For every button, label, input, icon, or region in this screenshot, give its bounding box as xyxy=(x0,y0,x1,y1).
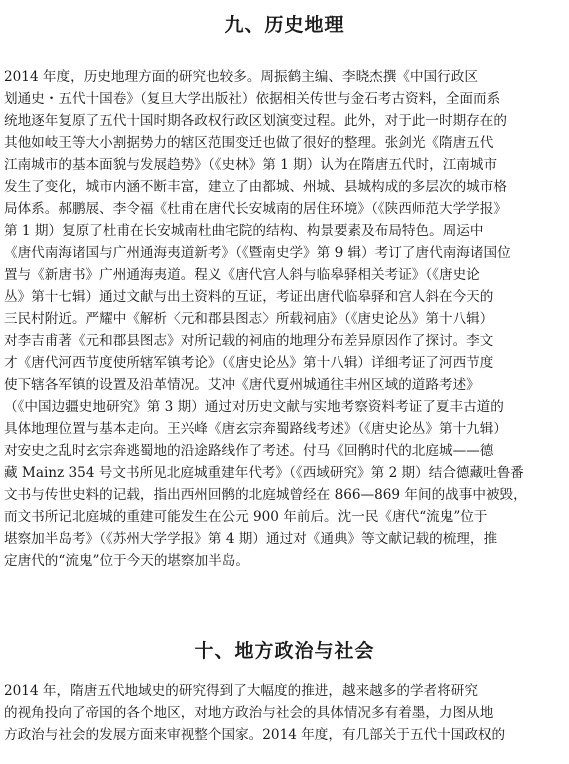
text-line: 丛》第十七辑）通过文献与出土资料的互证，考证出唐代临皋驿和宫人斜在今天的 xyxy=(4,289,494,305)
text-line: 的视角投向了帝国的各个地区，对地方政治与社会的具体情况多有着墨，力图从地 xyxy=(4,705,494,721)
text-line: 文书与传世史料的记载，指出西州回鹘的北庭城曾经在 866—869 年间的战事中被毁， xyxy=(4,487,527,503)
text-line: 方政治与社会的发展方面来审视整个国家。2014 年度，有几部关于五代十国政权的 xyxy=(4,727,506,743)
text-line: 对李吉甫著《元和郡县图志》对所记载的祠庙的地理分布差异原因作了探讨。李文 xyxy=(4,333,494,349)
text-line: 而文书所记北庭城的重建可能发生在公元 900 年前后。沈一民《唐代“流鬼”位于 xyxy=(4,509,488,525)
text-line: 具体地理位置与基本走向。王兴峰《唐玄宗奔蜀路线考述》（《唐史论丛》第十九辑） xyxy=(4,421,507,437)
text-line: 堪察加半岛考》（《苏州大学学报》第 4 期）通过对《通典》等文献记载的梳理，推 xyxy=(4,531,498,547)
text-line: 对安史之乱时玄宗奔逃蜀地的沿途路线作了考述。付马《回鹘时代的北庭城——德 xyxy=(4,443,494,459)
text-line: 藏 Mainz 354 号文书所见北庭城重建年代考》（《西域研究》第 2 期）结合德藏吐鲁番 xyxy=(4,465,524,481)
section-body-local-politics-society xyxy=(4,680,559,746)
text-line: 2014 年，隋唐五代地域史的研究得到了大幅度的推进，越来越多的学者将研究 xyxy=(4,683,478,699)
section-heading-local-politics-society: 十、地方政治与社会 xyxy=(194,640,375,662)
text-line: 统地逐年复原了五代十国时期各政权行政区划演变过程。此外，对于此一时期存在的 xyxy=(4,113,507,129)
text-line: 2014 年度，历史地理方面的研究也较多。周振鹤主编、李晓杰撰《中国行政区 xyxy=(4,69,478,85)
text-line: 划通史・五代十国卷》（复旦大学出版社）依据相关传世与金石考古资料，全面而系 xyxy=(4,91,501,107)
text-line: 第 1 期）复原了杜甫在长安城南杜曲宅院的结构、构景要素及布局特色。周运中 xyxy=(4,223,484,239)
text-line: 使下辖各军镇的设置及沿革情况。艾冲《唐代夏州城通往丰州区域的道路考述》 xyxy=(4,377,480,393)
text-line: （《中国边疆史地研究》第 3 期）通过对历史文献与实地考察资料考证了夏丰古道的 xyxy=(4,399,504,415)
text-line: 局体系。郝鹏展、李令福《杜甫在唐代长安城南的居住环境》（《陕西师范大学学报》 xyxy=(4,201,507,217)
text-line: 定唐代的“流鬼”位于今天的堪察加半岛。 xyxy=(4,553,249,569)
text-line: 三民村附近。严耀中《解析〈元和郡县图志〉所载祠庙》（《唐史论丛》第十八辑） xyxy=(4,311,494,327)
text-line: 置与《新唐书》广州通海夷道。程义《唐代宫人斜与临皋驿相关考证》（《唐史论 xyxy=(4,267,480,283)
section-body-historical-geography xyxy=(4,66,559,572)
text-line: 《唐代南海诸国与广州通海夷道新考》（《暨南史学》第 9 辑）考订了唐代南海诸国位 xyxy=(4,245,511,261)
text-line: 其他如岐王等大小割据势力的辖区范围变迁也做了很好的整理。张剑光《隋唐五代 xyxy=(4,135,494,151)
text-line: 发生了变化，城市内涵不断丰富，建立了由都城、州城、县城构成的多层次的城市格 xyxy=(4,179,507,195)
section-heading-historical-geography: 九、历史地理 xyxy=(224,14,345,36)
text-line: 才《唐代河西节度使所辖军镇考论》（《唐史论丛》第十八辑）详细考证了河西节度 xyxy=(4,355,494,371)
text-line: 江南城市的基本面貌与发展趋势》（《史林》第 1 期）认为在隋唐五代时，江南城市 xyxy=(4,157,498,173)
